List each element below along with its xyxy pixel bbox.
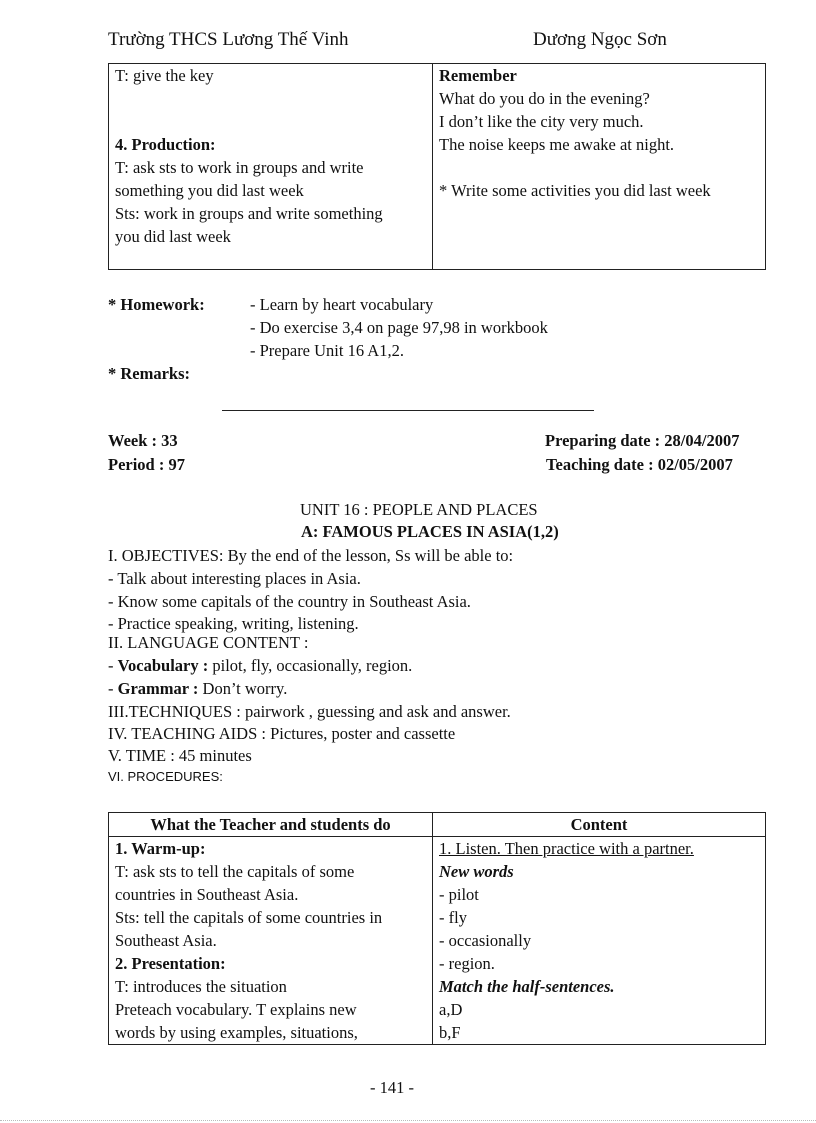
presentation-heading: 2. Presentation: — [115, 954, 226, 973]
school-name: Trường THCS Lương Thế Vinh — [108, 29, 349, 50]
time-line: V. TIME : 45 minutes — [108, 746, 252, 765]
procedures-left-cell — [109, 837, 433, 1045]
procedures-right-cell — [433, 837, 766, 1045]
techniques-line: III.TECHNIQUES : pairwork , guessing and ask and answer. — [108, 702, 511, 721]
activity-table-top — [108, 63, 766, 270]
unit-subtitle: A: FAMOUS PLACES IN ASIA(1,2) — [301, 522, 559, 541]
new-words-heading: New words — [439, 862, 514, 881]
table1-right-line: I don’t like the city very much. — [439, 112, 644, 131]
table1-left-line: something you did last week — [115, 181, 304, 200]
section-divider — [222, 410, 594, 411]
period-label: Period : 97 — [108, 455, 185, 474]
objective-item: - Practice speaking, writing, listening. — [108, 614, 359, 633]
page-bottom-rule — [0, 1120, 816, 1121]
week-label: Week : 33 — [108, 431, 178, 450]
answer-item: a,D — [439, 1000, 463, 1019]
vocab-item: - fly — [439, 908, 467, 927]
teacher-name: Dương Ngọc Sơn — [533, 29, 667, 50]
table1-left-line: T: give the key — [115, 66, 214, 85]
procedures-table — [108, 812, 766, 1045]
vocab-item: - region. — [439, 954, 495, 973]
procedure-line: countries in Southeast Asia. — [115, 885, 299, 904]
teaching-date: Teaching date : 02/05/2007 — [546, 455, 733, 474]
table1-right-line: The noise keeps me awake at night. — [439, 135, 675, 154]
table1-right-line: What do you do in the evening? — [439, 89, 650, 108]
procedures-heading: VI. PROCEDURES: — [108, 769, 223, 784]
procedure-line: Southeast Asia. — [115, 931, 217, 950]
preparing-date: Preparing date : 28/04/2007 — [545, 431, 740, 450]
language-heading: II. LANGUAGE CONTENT : — [108, 633, 309, 652]
vocab-item: - occasionally — [439, 931, 532, 950]
vocabulary-label: Vocabulary : — [117, 656, 209, 675]
grammar-line: - Grammar : Don’t worry. — [108, 679, 288, 698]
procedure-line: Preteach vocabulary. T explains new — [115, 1000, 357, 1019]
match-heading: Match the half-sentences. — [439, 977, 615, 996]
grammar-label: Grammar : — [117, 679, 199, 698]
remarks-label: * Remarks: — [108, 364, 191, 383]
answer-item: b,F — [439, 1023, 461, 1042]
procedure-line: words by using examples, situations, — [115, 1023, 358, 1042]
table1-right-line: * Write some activities you did last week — [439, 181, 711, 200]
objective-item: - Talk about interesting places in Asia. — [108, 569, 361, 588]
remember-heading: Remember — [439, 66, 517, 85]
grammar-text: Don’t worry. — [198, 679, 288, 698]
vocabulary-line: - Vocabulary : pilot, fly, occasionally, region. — [108, 656, 413, 675]
homework-label: * Homework: — [108, 295, 205, 314]
table1-right-cell — [433, 64, 766, 270]
objectives-heading: I. OBJECTIVES: By the end of the lesson, Ss will be able to: — [108, 546, 514, 565]
table1-left-line: you did last week — [115, 227, 231, 246]
vocab-item: - pilot — [439, 885, 479, 904]
page-number: - 141 - — [370, 1078, 414, 1097]
warm-up-heading: 1. Warm-up: — [115, 839, 206, 858]
procedure-line: Sts: tell the capitals of some countries in — [115, 908, 383, 927]
vocabulary-text: pilot, fly, occasionally, region. — [208, 656, 413, 675]
production-heading: 4. Production: — [115, 135, 216, 154]
table1-left-cell — [109, 64, 433, 270]
procedure-line: T: introduces the situation — [115, 977, 287, 996]
procedures-header-right: Content — [433, 813, 766, 837]
homework-item: - Do exercise 3,4 on page 97,98 in workbook — [250, 318, 548, 337]
table1-left-line: Sts: work in groups and write something — [115, 204, 383, 223]
unit-title: UNIT 16 : PEOPLE AND PLACES — [300, 500, 538, 519]
objective-item: - Know some capitals of the country in Southeast Asia. — [108, 592, 471, 611]
listen-instruction: 1. Listen. Then practice with a partner. — [439, 839, 694, 858]
table1-left-line: T: ask sts to work in groups and write — [115, 158, 364, 177]
homework-item: - Prepare Unit 16 A1,2. — [250, 341, 404, 360]
teaching-aids-line: IV. TEACHING AIDS : Pictures, poster and cassette — [108, 724, 456, 743]
procedure-line: T: ask sts to tell the capitals of some — [115, 862, 355, 881]
homework-item: - Learn by heart vocabulary — [250, 295, 434, 314]
procedures-header-left: What the Teacher and students do — [109, 813, 433, 837]
